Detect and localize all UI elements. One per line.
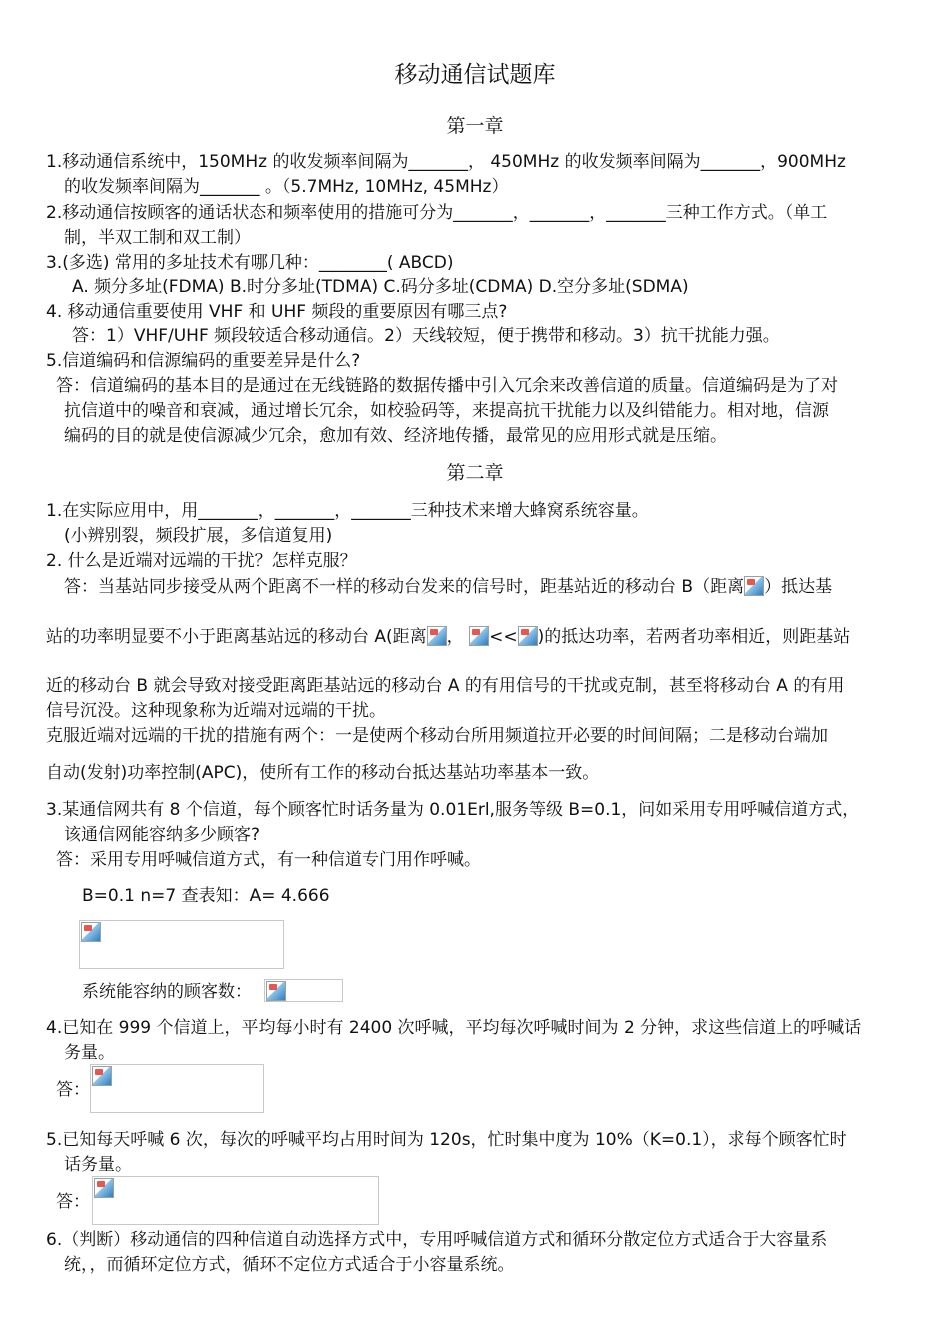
ch1-q5-line1: 5.信道编码和信源编码的重要差异是什么? xyxy=(46,351,361,371)
ch1-q3-options: A. 频分多址(FDMA) B.时分多址(TDMA) C.码分多址(CDMA) D.空分多址(SDMA) xyxy=(72,277,689,297)
ch1-q3-line1: 3.(多选) 常用的多址技术有哪几种：________( ABCD) xyxy=(46,253,454,273)
broken-image-icon xyxy=(518,626,538,646)
ch2-q4-line1: 4.已知在 999 个信道上，平均每小时有 2400 次呼喊，平均每次呼喊时间为 2 分钟，求这些信道上的呼喊话 xyxy=(46,1018,862,1038)
ch2-q6-line2: 统，，而循环定位方式，循环不定位方式适合于小容量系统。 xyxy=(64,1255,515,1275)
broken-image-icon xyxy=(92,1066,112,1086)
ch2-q4-answer-label: 答： xyxy=(56,1080,90,1100)
ch2-q2-answer-line3: 近的移动台 B 就会导致对接受距离距基站远的移动台 A 的有用信号的干扰或克制，甚至将移动台 A 的有用 xyxy=(46,676,845,696)
broken-image-icon xyxy=(266,981,286,1001)
formula-image-box xyxy=(79,920,284,969)
ch2-q3-answer-line1: 答：采用专用呼喊信道方式，有一种信道专门用作呼喊。 xyxy=(56,850,481,870)
broken-image-icon xyxy=(94,1178,114,1198)
ch2-q3-answer-line3: 系统能容纳的顾客数： xyxy=(82,982,252,1002)
ch1-q1-line1: 1.移动通信系统中，150MHz 的收发频率间隔为_______， 450MHz 的收发频率间隔为_______，900MHz xyxy=(46,152,846,172)
ch2-q1-line1: 1.在实际应用中，用_______，_______，_______三种技术来增大蜂窝系统容量。 xyxy=(46,501,649,521)
ch2-q6-line1: 6.（判断）移动通信的四种信道自动选择方式中，专用呼喊信道方式和循环分散定位方式适合于大容量系 xyxy=(46,1230,828,1250)
ch2-q2-answer-text-b: ）抵达基 xyxy=(764,577,833,597)
ch1-q2-line2: 制，半双工制和双工制） xyxy=(64,228,251,248)
ch2-q2-answer-text-f: )的抵达功率，若两者功率相近，则距基站 xyxy=(537,627,851,647)
ch2-q3-line2: 该通信网能容纳多少顾客? xyxy=(64,825,261,845)
ch2-q5-line1: 5.已知每天呼喊 6 次，每次的呼喊平均占用时间为 120s，忙时集中度为 10%（K=0.1），求每个顾客忙时 xyxy=(46,1130,847,1150)
page-title: 移动通信试题库 xyxy=(394,62,556,88)
ch2-q2-answer-line4: 信号沉没。这种现象称为近端对远端的干扰。 xyxy=(46,701,386,721)
formula-image-box xyxy=(264,979,343,1002)
broken-image-icon xyxy=(427,626,447,646)
ch2-q2-answer-text-a: 答：当基站同步接受从两个距离不一样的移动台发来的信号时，距基站近的移动台 B（距离 xyxy=(64,577,745,597)
ch2-q3-answer-line2: B=0.1 n=7 查表知：A= 4.666 xyxy=(82,886,330,906)
ch2-q1-line2: (小辨别裂，频段扩展，多信道复用) xyxy=(64,526,333,546)
broken-image-icon xyxy=(81,922,101,942)
ch1-q4-line1: 4. 移动通信重要使用 VHF 和 UHF 频段的重要原因有哪三点? xyxy=(46,302,508,322)
chapter-heading-1: 第一章 xyxy=(446,115,504,137)
ch2-q2-answer-line1 xyxy=(64,575,906,599)
ch2-q2-answer-line2 xyxy=(46,625,906,649)
ch2-q2-answer-line6: 自动(发射)功率控制(APC)，使所有工作的移动台抵达基站功率基本一致。 xyxy=(46,763,600,783)
ch2-q5-answer-label: 答： xyxy=(56,1192,90,1212)
ch2-q5-line2: 话务量。 xyxy=(64,1155,132,1175)
ch1-q5-answer-line2: 抗信道中的噪音和衰减，通过增长冗余，如校验码等，来提高抗干扰能力以及纠错能力。相对地，信源 xyxy=(64,401,829,421)
ch1-q5-answer-line3: 编码的目的就是使信源减少冗余，愈加有效、经济地传播，最常见的应用形式就是压缩。 xyxy=(64,426,727,446)
ch2-q2-answer-line5: 克服近端对远端的干扰的措施有两个：一是使两个移动台所用频道拉开必要的时间间隔；二是移动台端加 xyxy=(46,726,828,746)
ch1-q1-line2: 的收发频率间隔为_______ 。（5.7MHz, 10MHz, 45MHz） xyxy=(64,177,509,197)
ch2-q2-line1: 2. 什么是近端对远端的干扰？怎样克服？ xyxy=(46,551,357,571)
ch2-q3-line1: 3.某通信网共有 8 个信道，每个顾客忙时话务量为 0.01Erl,服务等级 B=0.1，问如采用专用呼喊信道方式， xyxy=(46,800,860,820)
ch1-q4-answer: 答：1）VHF/UHF 频段较适合移动通信。2）天线较短，便于携带和移动。3）抗干扰能力强。 xyxy=(72,326,780,346)
ch1-q5-answer-line1: 答：信道编码的基本目的是通过在无线链路的数据传播中引入冗余来改善信道的质量。信道编码是为了对 xyxy=(56,376,838,396)
formula-image-box xyxy=(90,1064,264,1113)
ch2-q4-line2: 务量。 xyxy=(64,1043,115,1063)
formula-image-box xyxy=(92,1176,379,1225)
broken-image-icon xyxy=(469,626,489,646)
ch1-q2-line1: 2.移动通信按顾客的通话状态和频率使用的措施可分为_______，_______，_______三种工作方式。（单工 xyxy=(46,203,828,223)
ch2-q2-answer-text-d: ， xyxy=(446,627,464,647)
chapter-heading-2: 第二章 xyxy=(446,462,504,484)
ch2-q2-answer-text-e: << xyxy=(489,627,518,647)
broken-image-icon xyxy=(744,576,764,596)
ch2-q2-answer-text-c: 站的功率明显要不小于距离基站远的移动台 A(距离 xyxy=(46,627,427,647)
